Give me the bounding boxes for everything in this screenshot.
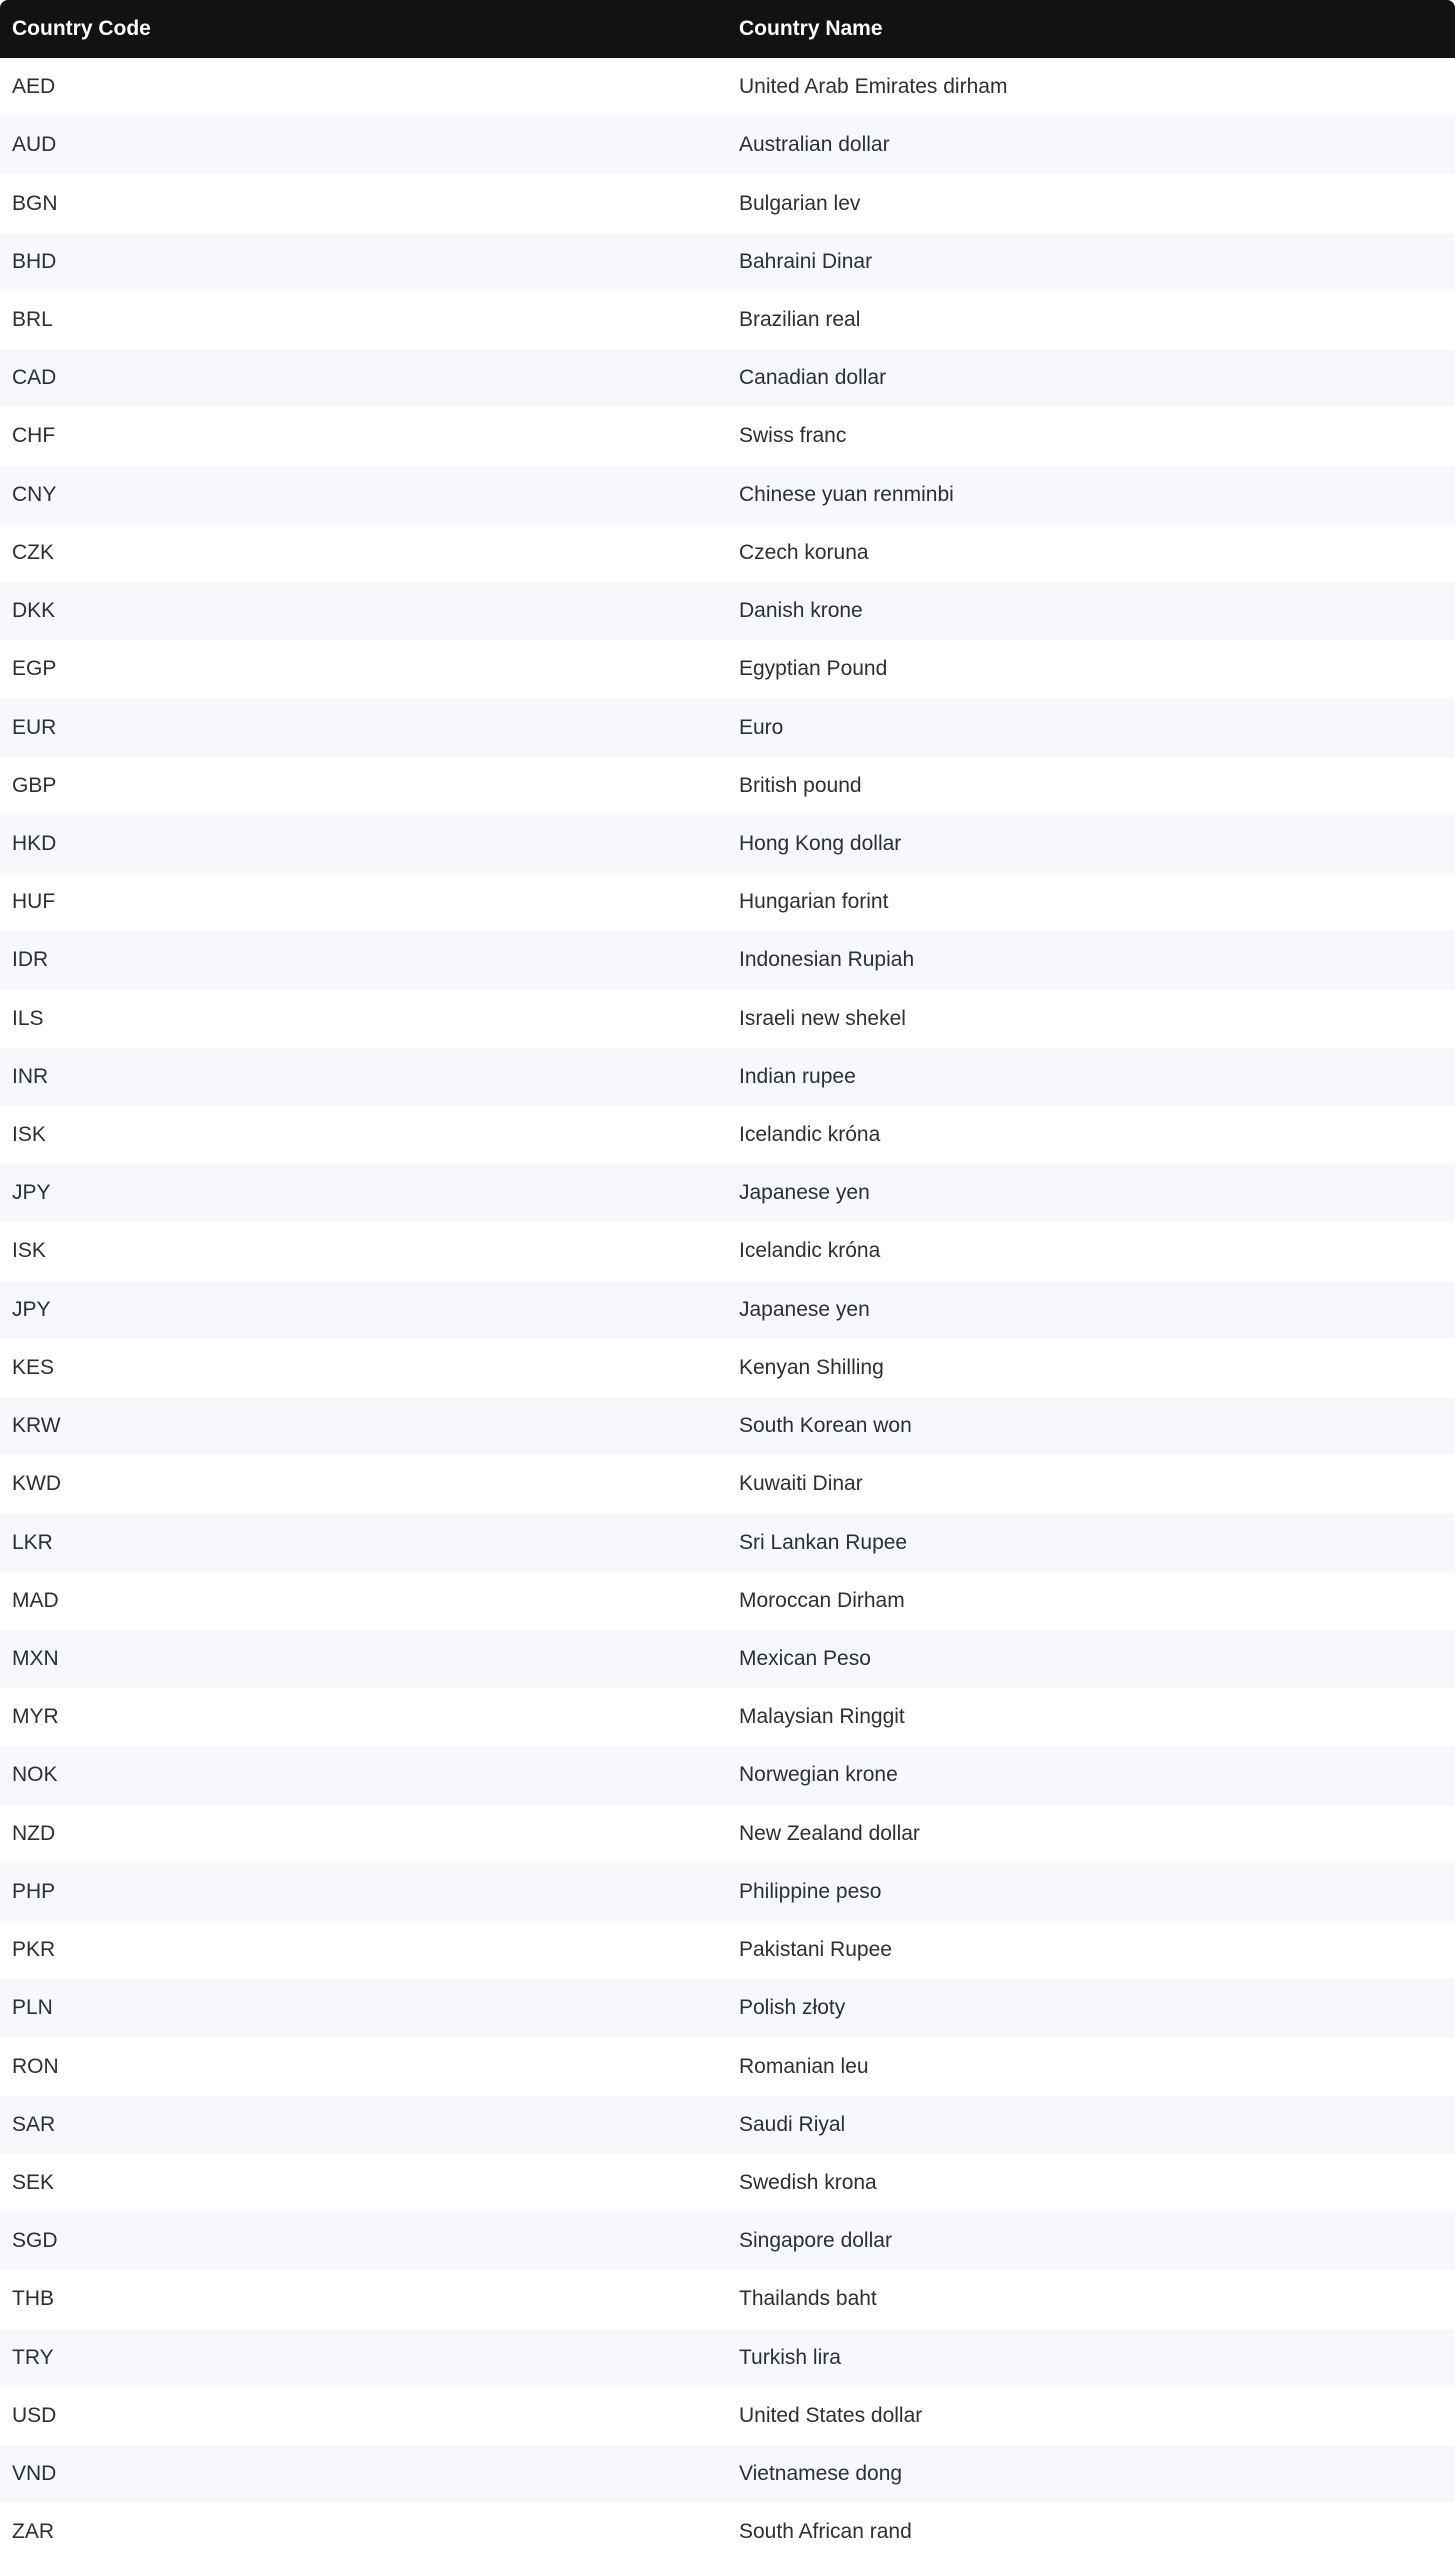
country-code-cell: BRL [12, 307, 53, 331]
table-row [0, 2154, 1455, 2212]
country-code-cell: SGD [12, 2229, 58, 2253]
table-row [0, 2503, 1455, 2561]
table-row [0, 1805, 1455, 1863]
country-code-cell: CAD [12, 366, 57, 390]
country-name-cell: Norwegian krone [739, 1763, 898, 1787]
table-row [0, 1513, 1455, 1571]
table-row [0, 582, 1455, 640]
country-code-cell: MAD [12, 1588, 59, 1612]
country-name-cell: Turkish lira [739, 2345, 841, 2369]
country-code-cell: RON [12, 2054, 59, 2078]
country-name-cell: Bahraini Dinar [739, 249, 873, 273]
table-row [0, 1630, 1455, 1688]
table-row [0, 698, 1455, 756]
country-name-cell: Swiss franc [739, 424, 847, 448]
table-body [0, 58, 1455, 2561]
table-row [0, 1339, 1455, 1397]
table-row [0, 174, 1455, 232]
country-name-cell: Vietnamese dong [739, 2462, 903, 2486]
country-name-cell: Pakistani Rupee [739, 1938, 892, 1962]
table-row [0, 2212, 1455, 2270]
country-name-cell: Danish krone [739, 599, 863, 623]
country-name-cell: Malaysian Ringgit [739, 1705, 905, 1729]
country-name-cell: Chinese yuan renminbi [739, 482, 954, 506]
country-name-cell: Mexican Peso [739, 1647, 871, 1671]
country-code-cell: IDR [12, 948, 49, 972]
table-row [0, 1222, 1455, 1280]
country-name-cell: Israeli new shekel [739, 1006, 906, 1030]
country-name-cell: Czech koruna [739, 540, 869, 564]
country-code-cell: SEK [12, 2170, 55, 2194]
country-code-cell: PKR [12, 1938, 56, 1962]
table-row [0, 2037, 1455, 2095]
country-code-cell: VND [12, 2462, 57, 2486]
country-name-cell: Moroccan Dirham [739, 1588, 905, 1612]
table-row [0, 291, 1455, 349]
country-code-cell: JPY [12, 1181, 51, 1205]
country-name-cell: Philippine peso [739, 1879, 882, 1903]
country-code-cell: EGP [12, 657, 57, 681]
table-row [0, 1106, 1455, 1164]
table-row [0, 2329, 1455, 2387]
table-row [0, 1164, 1455, 1222]
country-name-cell: Icelandic króna [739, 1123, 881, 1147]
country-code-cell: KRW [12, 1414, 61, 1438]
country-name-cell: Japanese yen [739, 1297, 870, 1321]
table-row [0, 2096, 1455, 2154]
country-code-cell: GBP [12, 773, 57, 797]
country-name-cell: Canadian dollar [739, 366, 887, 390]
country-code-cell: THB [12, 2287, 54, 2311]
table-row [0, 1979, 1455, 2037]
country-name-cell: Egyptian Pound [739, 657, 888, 681]
country-name-cell: Brazilian real [739, 307, 861, 331]
country-code-cell: NZD [12, 1821, 56, 1845]
country-name-cell: Hong Kong dollar [739, 831, 902, 855]
table-row [0, 2445, 1455, 2503]
table-row [0, 466, 1455, 524]
country-code-cell: PLN [12, 1996, 53, 2020]
country-name-cell: Japanese yen [739, 1181, 870, 1205]
country-code-cell: HKD [12, 831, 57, 855]
country-name-cell: South African rand [739, 2520, 912, 2544]
country-name-cell: Swedish krona [739, 2170, 877, 2194]
country-code-cell: ISK [12, 1239, 46, 1263]
table-row [0, 757, 1455, 815]
table-row [0, 233, 1455, 291]
country-name-cell: United States dollar [739, 2403, 923, 2427]
country-name-cell: Saudi Riyal [739, 2112, 846, 2136]
country-name-cell: Australian dollar [739, 133, 890, 157]
country-code-cell: HUF [12, 890, 56, 914]
country-name-cell: Indonesian Rupiah [739, 948, 915, 972]
table-row [0, 524, 1455, 582]
country-code-cell: NOK [12, 1763, 58, 1787]
country-code-cell: BHD [12, 249, 57, 273]
table-row [0, 990, 1455, 1048]
country-name-cell: Kenyan Shilling [739, 1355, 884, 1379]
table-row [0, 2387, 1455, 2445]
country-name-cell: Indian rupee [739, 1064, 856, 1088]
country-name-cell: United Arab Emirates dirham [739, 75, 1008, 99]
table-row [0, 931, 1455, 989]
country-code-cell: JPY [12, 1297, 51, 1321]
country-name-cell: New Zealand dollar [739, 1821, 920, 1845]
country-code-cell: MYR [12, 1705, 59, 1729]
country-code-cell: KWD [12, 1472, 61, 1496]
country-name-cell: Singapore dollar [739, 2229, 892, 2253]
country-name-cell: Hungarian forint [739, 890, 889, 914]
table-row [0, 116, 1455, 174]
country-code-cell: USD [12, 2403, 57, 2427]
country-code-cell: INR [12, 1064, 49, 1088]
country-code-cell: ISK [12, 1123, 46, 1147]
table-row [0, 1281, 1455, 1339]
country-code-cell: KES [12, 1355, 55, 1379]
table-row [0, 1455, 1455, 1513]
table-row [0, 407, 1455, 465]
table-row [0, 2270, 1455, 2328]
country-name-cell: South Korean won [739, 1414, 912, 1438]
country-code-cell: AED [12, 75, 56, 99]
country-code-cell: CNY [12, 482, 57, 506]
country-name-cell: Sri Lankan Rupee [739, 1530, 908, 1554]
table-header [0, 0, 1455, 58]
country-name-cell: Thailands baht [739, 2287, 877, 2311]
country-code-cell: EUR [12, 715, 57, 739]
table-row [0, 1746, 1455, 1804]
header-country-name: Country Name [739, 17, 883, 40]
table-row [0, 1921, 1455, 1979]
country-code-cell: LKR [12, 1530, 53, 1554]
country-code-cell: ILS [12, 1006, 44, 1030]
country-name-cell: Kuwaiti Dinar [739, 1472, 863, 1496]
table-row [0, 815, 1455, 873]
country-code-cell: MXN [12, 1647, 59, 1671]
table-row [0, 1863, 1455, 1921]
country-name-cell: Euro [739, 715, 784, 739]
country-code-cell: DKK [12, 599, 56, 623]
country-code-cell: SAR [12, 2112, 56, 2136]
country-name-cell: Polish złoty [739, 1996, 846, 2020]
country-code-cell: PHP [12, 1879, 56, 1903]
country-name-cell: Icelandic króna [739, 1239, 881, 1263]
country-name-cell: Bulgarian lev [739, 191, 861, 215]
table-row [0, 349, 1455, 407]
country-code-cell: TRY [12, 2345, 54, 2369]
table-row [0, 1572, 1455, 1630]
country-name-cell: Romanian leu [739, 2054, 869, 2078]
country-name-cell: British pound [739, 773, 862, 797]
table-row [0, 1048, 1455, 1106]
country-code-cell: ZAR [12, 2520, 54, 2544]
table-row [0, 58, 1455, 116]
table-row [0, 1688, 1455, 1746]
country-code-cell: AUD [12, 133, 57, 157]
table-row [0, 1397, 1455, 1455]
country-code-cell: CZK [12, 540, 54, 564]
country-code-cell: BGN [12, 191, 58, 215]
header-country-code: Country Code [12, 17, 151, 40]
table-row [0, 873, 1455, 931]
country-code-cell: CHF [12, 424, 56, 448]
table-row [0, 640, 1455, 698]
